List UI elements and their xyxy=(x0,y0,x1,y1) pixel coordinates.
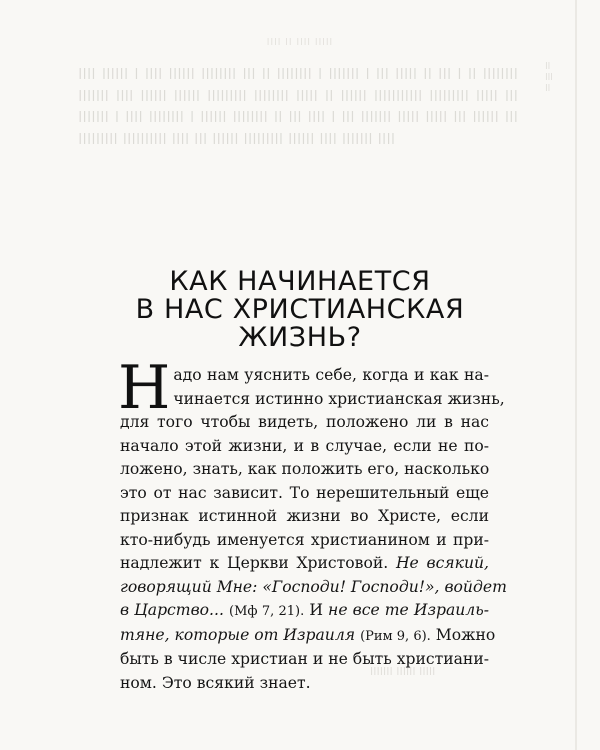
text-line xyxy=(120,599,489,624)
bleed-through-margin: ǀǀ ǀǀǀ ǀǀ xyxy=(545,62,553,94)
text-segment: адо нам уяснить себе, когда и как на- xyxy=(173,366,489,384)
text-segment: чинается истинно христианская жизнь, xyxy=(173,389,505,408)
body-paragraph xyxy=(118,353,507,695)
chapter-title-line: КАК НАЧИНАЕТСЯ xyxy=(169,266,431,297)
text-line xyxy=(120,624,496,649)
text-segment: кто-нибудь именуется христианином и при- xyxy=(120,530,489,549)
text-line xyxy=(120,482,489,506)
text-segment: для того чтобы видеть, положено ли в нас xyxy=(120,413,489,431)
scripture-quote: в Царство... xyxy=(120,601,224,619)
text-line xyxy=(120,435,489,459)
chapter-title-line: ЖИЗНЬ? xyxy=(238,322,362,353)
text-segment: быть в числе христиан и не быть христиани- xyxy=(120,650,489,668)
scripture-reference: (Мф 7, 21). xyxy=(229,604,305,619)
text-line xyxy=(120,576,507,600)
text-segment: И xyxy=(304,601,329,619)
text-line xyxy=(120,529,489,553)
scripture-quote: говорящий Мне: «Господи! Господи!», войдет xyxy=(120,577,507,596)
drop-cap: Н xyxy=(118,353,171,423)
text-segment: Можно xyxy=(430,625,496,644)
scripture-reference: (Рим 9, 6). xyxy=(360,628,431,644)
bleed-through-text: ǀǀǀǀ ǀǀǀǀǀǀ ǀ ǀǀǀǀ ǀǀǀǀǀǀ ǀǀǀǀǀǀǀǀ ǀǀǀ ǀǀ ǀǀǀǀǀǀǀǀ ǀ ǀǀǀǀǀǀǀ ǀ ǀǀǀ ǀǀǀǀǀ ǀǀ ǀǀǀ ǀ ǀǀ ǀǀǀǀǀǀǀǀ ǀǀǀǀǀǀǀ ǀǀǀǀ ǀǀǀǀǀǀ ǀǀǀǀǀǀ ǀǀǀǀǀǀǀǀǀ ǀǀǀǀǀǀǀǀ ǀǀǀǀǀ ǀǀ ǀǀǀǀǀǀ ǀǀǀǀǀǀǀǀǀǀǀ ǀǀǀǀǀǀǀǀǀ ǀǀǀǀǀ ǀǀǀ ǀǀǀǀǀǀǀ ǀ ǀǀǀǀ ǀǀǀǀǀǀǀǀ ǀ ǀǀǀǀǀǀ ǀǀǀǀǀǀǀǀ ǀǀ ǀǀǀ ǀǀǀǀ ǀ ǀǀǀ ǀǀǀǀǀǀǀ ǀǀǀǀǀ ǀǀǀǀǀ ǀǀǀ ǀǀǀǀǀǀ ǀǀǀ ǀǀǀǀǀǀǀǀǀ ǀǀǀǀǀǀǀǀǀǀ ǀǀǀǀ ǀǀǀ ǀǀǀǀǀǀ ǀǀǀǀǀǀǀǀǀ ǀǀǀǀǀǀ ǀǀǀǀ ǀǀǀǀǀǀǀ ǀǀǀǀ xyxy=(78,65,518,148)
text-segment: ложено, знать, как положить его, насколько xyxy=(120,460,490,478)
page-edge-shadow xyxy=(575,0,577,750)
text-segment: начало этой жизни, и в случае, если не по- xyxy=(120,436,489,455)
bleed-through-header: ǀǀǀǀ ǀǀ ǀǀǀǀ ǀǀǀǀǀ xyxy=(266,38,334,48)
text-line xyxy=(120,458,489,482)
text-segment: ном. Это всякий знает. xyxy=(120,673,311,692)
scripture-quote: тяне, которые от Израиля xyxy=(120,625,356,644)
text-line xyxy=(120,505,489,529)
text-line xyxy=(120,364,489,388)
text-line xyxy=(120,648,489,672)
text-segment: это от нас зависит. То нерешительный еще xyxy=(120,483,489,502)
bleed-through-footer: ǀǀǀǀǀǀǀ ǀǀǀǀǀǀ ǀǀǀǀǀ xyxy=(370,665,436,678)
text-line xyxy=(120,411,489,435)
text-line xyxy=(120,672,489,696)
text-segment: надлежит к Церкви Христовой. xyxy=(120,554,396,572)
chapter-title-line: В НАС ХРИСТИАНСКАЯ xyxy=(135,294,465,325)
text-line xyxy=(120,388,505,412)
text-segment: признак истинной жизни во Христе, если xyxy=(120,507,489,525)
scripture-quote: не все те Израиль- xyxy=(328,601,489,619)
scripture-quote: Не всякий, xyxy=(395,554,489,572)
text-line xyxy=(120,552,489,576)
chapter-title xyxy=(120,268,480,352)
